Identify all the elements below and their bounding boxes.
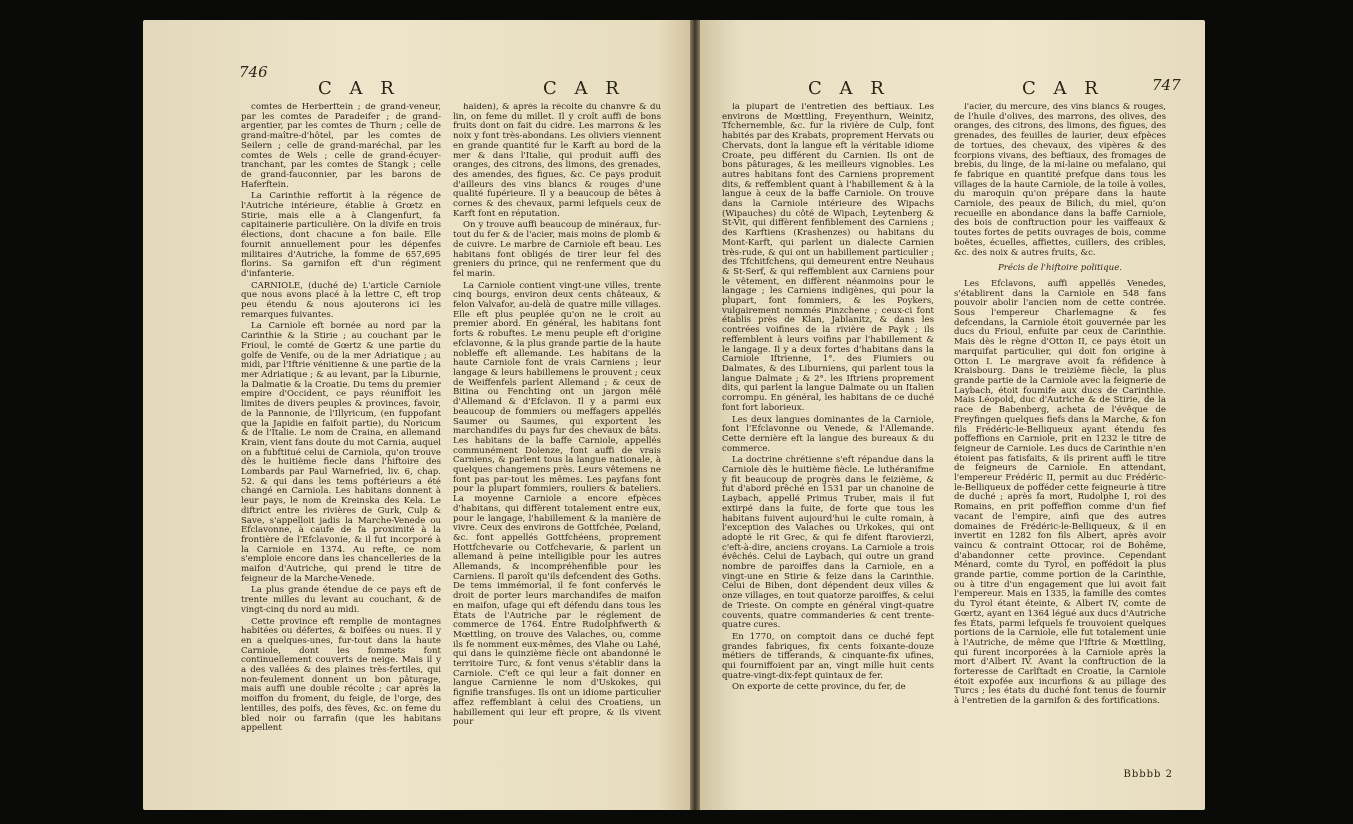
- paragraph: Cette province eft remplie de montagnes habitées ou défertes, & boifées ou nues. Il y en a quelques-unes, fur-tout dans la haute Carniole, dont les fommets font continuellement couverts de neige. Mais il y a des vallées & des plaines très-fertiles, qui non-feulement donnent un bon pâturage, mais auffi une double récolte ; car après la moiffon du froment, du feigle, de l'orge, des lentilles, des poifs, des fèves, &c. on feme du bled noir ou farrafin (que les habitans appellent: [241, 616, 441, 734]
- running-head: C A R: [1022, 78, 1104, 99]
- paragraph: comtes de Herberftein ; de grand-veneur, par les comtes de Paradeifer ; de grand-argentier, par les comtes de Thurn ; celle de grand-maître-d'hôtel, par les comtes de Seilern ; celle de grand-maréchal, par les comtes de Wels ; celle de grand-écuyer-tranchant, par les comtes de Stangk ; celle de grand-fauconnier, par les barons de Haferftein.: [241, 103, 441, 190]
- paragraph: En 1770, on comptoit dans ce duché fept grandes fabriques, fix cents foixante-douze métiers de tifferands, & cinquante-fix ufines, qui fourniffoient par an, vingt mille huit cents quatre-vingt-dix-fept quintaux de fer.: [722, 631, 934, 681]
- text-column: [954, 103, 1166, 783]
- right-page: [700, 20, 1205, 810]
- paragraph: La plus grande étendue de ce pays eft de trente milles du levant au couchant, & de vingt-cinq du nord au midi.: [241, 585, 441, 615]
- running-head: C A R: [808, 78, 890, 99]
- page-number: 746: [239, 63, 268, 81]
- text-column: [241, 103, 441, 783]
- text-column: [453, 103, 661, 783]
- left-page: [143, 20, 691, 810]
- paragraph: La Carniole eft bornée au nord par la Carinthie & la Stirie ; au couchant par le Frioul, le comté de Gœrtz & une partie du golfe de Venife, ou de la mer Adriatique ; au midi, par l'Iftrie vénitienne & une partie de la mer Adriatique ; & au levant, par la Liburnie, la Dalmatie & la Croatie. Du tems du premier empire d'Occident, ce pays réuniffoit les limites de divers peuples & provinces, favoir, de la Pannonie, de l'Illyricum, (en fuppofant que la Japidie en faifoit partie), du Noricum & de l'Italie. Le nom de Craina, en allemand Krain, vient fans doute du mot Carnia, auquel on a fubftitué celui de Carniola, qu'on trouve dès le huitième fiecle dans l'hiftoire des Lombards par Paul Warnefried, liv. 6, chap. 52. & qui dans les tems poftérieurs a été changé en Carniola. Les habitans donnent à leur pays, le nom de Kreinska des Kela. Le diftrict entre les rivières de Gurk, Culp & Save, s'appelloit jadis la Marche-Venede ou Efclavonne, à caufe de fa proximité à la frontière de l'Efclavonie, & il fut incorporé à la Carniole en 1374. Au refte, ce nom s'emploie encore dans les chancelleries de la maifon d'Autriche, qui prend le titre de feigneur de la Marche-Venede.: [241, 321, 441, 584]
- book-gutter: [690, 20, 700, 810]
- running-head: C A R: [543, 78, 625, 99]
- paragraph: l'acier, du mercure, des vins blancs & rouges, de l'huile d'olives, des marrons, des olives, des oranges, des citrons, des limons, des figues, des grenades, des feuilles de laurier, deux efpèces de tortues, des chevaux, des vipères & des fcorpions vivans, des beftiaux, des fromages de brebis, du linge, de la mi-laine ou mefalano, qui fe fabrique en quantité prefque dans tous les villages de la haute Carniole, de la toile à voiles, du maroquin qu'on prépare dans la haute Carniole, des peaux de Bilich, du miel, qu'on recueille en abondance dans la baffe Carniole, des bois de conftruction pour les vaiffeaux & toutes fortes de petits ouvrages de bois, comme boëtes, écuelles, affiettes, cuillers, des cribles, &c. des noix & autres fruits, &c.: [954, 103, 1166, 258]
- paragraph: On y trouve auffi beaucoup de minéraux, fur-tout du fer & de l'acier, mais moins de plomb & de cuivre. Le marbre de Carniole eft beau. Les habitans font obligés de tirer leur fel des greniers du prince, qui ne renferment que du fel marin.: [453, 220, 661, 279]
- running-head: C A R: [318, 78, 400, 99]
- paragraph: CARNIOLE, (duché de) L'article Carniole que nous avons placé à la lettre C, eft trop peu étendu & nous ajouterons ici les remarques fuivantes.: [241, 280, 441, 320]
- page-number: 747: [1152, 76, 1181, 94]
- paragraph: La Carinthie reffortit à la régence de l'Autriche intérieure, établie à Grœtz en Stirie, mais elle a à Clangenfurt, fa capitainerie particulière. On la divife en trois élections, dont chacune a fon baile. Elle fournit annuellement pour les dépenfes militaires d'Autriche, la fomme de 657,695 florins. Sa garnifon eft d'un régiment d'infanterie.: [241, 191, 441, 279]
- paragraph: La Carniole contient vingt-une villes, trente cinq bourgs, environ deux cents châteaux, & felon Valvafor, au-delà de quatre mille villages. Elle eft plus peuplée qu'on ne le croit au premier abord. En général, les habitans font forts & robuftes. Le menu peuple eft d'origine efclavonne, & la plus grande partie de la haute nobleffe eft allemande. Les habitans de la haute Carniole font de vrais Carniens ; leur langage & leurs habillemens le prouvent ; ceux de Weiffenfels parlent Allemand ; & ceux de Bitina ou Fenchting ont un jargon mêlé d'Allemand & d'Efclavon. Il y a parmi eux beaucoup de fommiers ou meffagers appellés Saumer ou Saumes, qui exportent les marchandifes du pays fur des chevaux de bâts. Les habitans de la baffe Carniole, appellés communément Dolenze, font auffi de vrais Carniens, & parlent tous la langue nationale, à quelques changemens près. Leurs vêtemens ne font pas par-tout les mêmes. Les payfans font pour la plupart fommiers, rouliers & bateliers. La moyenne Carniole a encore efpèces d'habitans, qui diffèrent totalement entre eux, pour le langage, l'habillement & la manière de vivre. Ceux des environs de Gottfchée, Pœland, &c. font appellés Gottfchéens, proprement Hottfchevarie ou Cotfchevarie, & parlent un allemand à peine intelligible pour les autres Allemands, & incompréhenfible pour les Carniens. Il paroît qu'ils defcendent des Goths. De tems immémorial, il fe font confervés le droit de porter leurs marchandifes de maifon en maifon, ufage qui eft défendu dans tous les États de l'Autriche par le réglement de commerce de 1764. Entre Rudolphfwerth & Mœttling, on trouve des Valaches, ou, comme ils fe nomment eux-mêmes, des Vlahe ou Lahé, qui dans le quinzième fiècle ont abandonné le territoire Turc, & font venus s'établir dans la Carniole. C'eft ce qui leur a fait donner en langue Carnienne le nom d'Uskokes, qui fignifie transfuges. Ils ont un idiome particulier affez reffemblant à celui des Croatiens, un habillement qui leur eft propre, & ils vivent pour: [453, 280, 661, 728]
- paragraph: Les deux langues dominantes de la Carniole, font l'Efclavonne ou Venede, & l'Allemande. Cette dernière eft la langue des bureaux & du commerce.: [722, 414, 934, 454]
- paragraph: La doctrine chrétienne s'eft répandue dans la Carniole dès le huitième fiècle. Le luthéranifme y fit beaucoup de progrès dans le feizième, & fut d'abord prêché en 1531 par un chanoine de Laybach, appellé Primus Truber, mais il fut extirpé dans la fuite, de forte que tous les habitans fuivent aujourd'hui le culte romain, à l'exception des Valaches ou Urkokes, qui ont adopté le rit Grec, & qui fe difent ftarovierzi, c'eft-à-dire, anciens croyans. La Carniole a trois évêchés. Celui de Laybach, qui outre un grand nombre de paroiffes dans la Carniole, en a vingt-une en Stirie & feize dans la Carinthie. Celui de Biben, dont dépendent deux villes & onze villages, en tout quatorze paroiffes, & celui de Trieste. On compte en général vingt-quatre couvents, quatre commanderies & cent trente-quatre cures.: [722, 455, 934, 631]
- text-column: [722, 103, 934, 783]
- signature-mark: Bbbbb 2: [1123, 769, 1173, 780]
- paragraph: la plupart de l'entretien des beftiaux. Les environs de Mœttling, Freyenthurn, Weinitz, Tfchernemble, &c. fur la rivière de Culp, font habités par des Krabats, proprement Hervats ou Chervats, dont la langue eft la véritable idiome Croate, peu différent du Carnien. Ils ont de bons pâturages, & les meilleurs vignobles. Les autres habitans font des Carniens proprement dits, & reffemblent quant à l'habillement & à la langue à ceux de la baffe Carniole. On trouve dans la Carniole intérieure des Wipachs (Wipauches) du côté de Wipach, Leytenberg & St-Vit, qui diffèrent fenfiblement des Carniens ; des Karftiens (Krashenzes) ou habitans du Mont-Karft, qui parlent un dialecte Carnien très-rude, & qui ont un habillement particulier ; des Tfchitfchens, qui demeurent entre Neuhaus & St-Serf, & qui reffemblent aux Carniens pour le vêtement, en diffèrent néanmoins pour le langage ; les Carniens indigènes, qui pour la plupart, font fommiers, & les Poykers, vulgairement nommés Pinzchene ; ceux-ci font établis près de Klan, Jablanitz, & dans les contrées voifines de la rivière de Payk ; ils reffemblent à leurs voifins par l'habillement & le langage. Il y a deux fortes d'habitans dans la Carniole Iftrienne, 1°. des Fiumiers ou Dalmates, & des Liburniens, qui parlent tous la langue Dalmate ; & 2°. les Iftriens proprement dits, qui parlent la langue Dalmate ou un Italien corrompu. En général, les habitans de ce duché font fort laborieux.: [722, 103, 934, 413]
- paragraph: Précis de l'hiftoire politique.: [997, 263, 1123, 274]
- paragraph: On exporte de cette province, du fer, de: [732, 682, 906, 693]
- paragraph: haiden), & après la récolte du chanvre & du lin, on feme du millet. Il y croît auffi de bons fruits dont on fait du cidre. Les marrons & les noix y font très-abondans. Les oliviers viennent en grande quantité fur le Karft au bord de la mer & dans l'Italie, qui produit auffi des oranges, des citrons, des limons, des grenades, des amendes, des figues, &c. Ce pays produit d'ailleurs des vins blancs & rouges d'une qualité fupérieure. Il y a beaucoup de bêtes à cornes & des chevaux, parmi lefquels ceux de Karft font en réputation.: [453, 103, 661, 219]
- paragraph: Les Efclavons, auffi appellés Venedes, s'établirent dans la Carniole en 548 fans pouvoir abolir l'ancien nom de cette contrée. Sous l'empereur Charlemagne & fes defcendans, la Carniole étoit gouvernée par les ducs du Frioul, enfuite par ceux de Carinthie. Mais dès le règne d'Otton II, ce pays étoit un marquifat particulier, qui doit fon origine à Otton I. Le margrave avoit fa réfidence à Kraisbourg. Dans le treizième fiècle, la plus grande partie de la Carniole avec la feignerie de Laybach, étoit foumife aux ducs de Carinthie. Mais Léopold, duc d'Autriche & de Stirie, de la race de Babenberg, acheta de l'évêque de Freyfingen quelques fiefs dans la Marche, & fon fils Frédéric-le-Belliqueux ayant étendu fes poffeffions en Carniole, prit en 1232 le titre de feigneur de Carniole. Les ducs de Carinthie n'en étoient pas fatisfaits, & ils prirent auffi le titre de feigneurs de Carniole. En attendant, l'empereur Frédéric II, permit au duc Frédéric-le-Belliqueux de pofféder cette feigneurie à titre de duché ; après fa mort, Rudolphe I, roi des Romains, en prit poffeffion comme d'un fief vacant de l'empire, ainfi que des autres domaines de Frédéric-le-Belliqueux, & il en invertit en 1282 fon fils Albert, après avoir vaincu & contraint Ottocar, roi de Bohême, d'abandonner cette province. Cependant Ménard, comte du Tyrol, en poffédoit la plus grande partie, comme portion de la Carinthie, ou à titre d'un engagement que lui avoit fait l'empereur. Mais en 1335, la famille des comtes du Tyrol étant éteinte, & Albert IV, comte de Gœrtz, ayant en 1364 légué aux ducs d'Autriche fes États, parmi lefquels fe trouvoient quelques portions de la Carniole, elle fut totalement unie à l'Autriche, de même que l'Iftrie & Mœttling, qui furent incorporées à la Carniole après la mort d'Albert IV. Avant la conftruction de la forteresse de Carlftadt en Croatie, la Carniole étoit expofée aux incurfions & au pillage des Turcs ; les états du duché font tenus de fournir à l'entretien de la garnifon & des fortifications.: [954, 278, 1166, 707]
